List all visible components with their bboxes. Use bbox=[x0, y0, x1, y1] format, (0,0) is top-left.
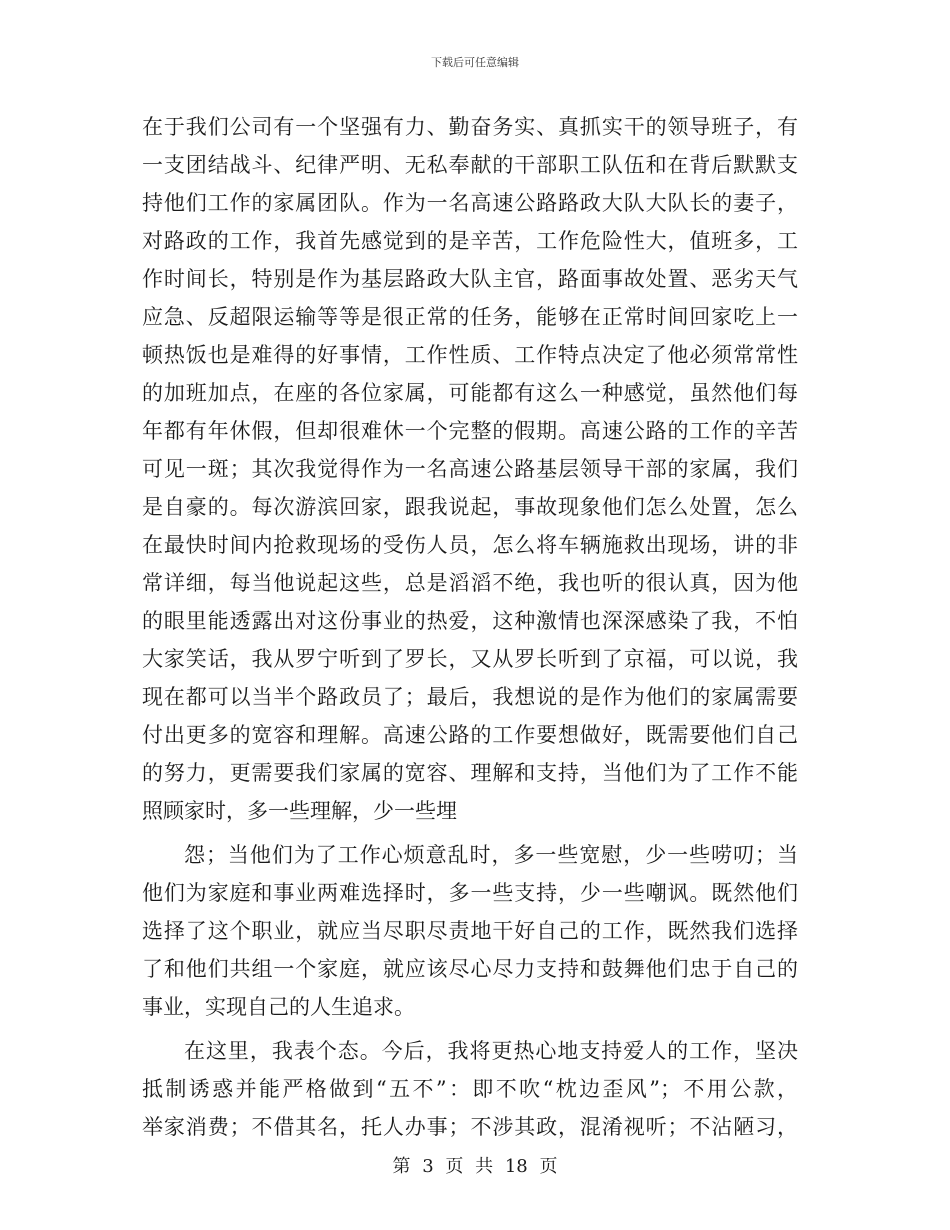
text-line: 选择了这个职业，就应当尽职尽责地干好自己的工作，既然我们选择 bbox=[142, 919, 798, 943]
text-line: 在这里，我表个态。今后，我将更热心地支持爱人的工作，坚决 bbox=[184, 1039, 798, 1063]
text-line: 作时间长，特别是作为基层路政大队主官，路面事故处置、恶劣天气 bbox=[142, 267, 798, 291]
text-line: 顿热饭也是难得的好事情，工作性质、工作特点决定了他必须常常性 bbox=[142, 343, 798, 367]
page-header: 下载后可任意编辑 bbox=[431, 56, 519, 69]
text-line: 照顾家时，多一些理解，少一些埋 bbox=[142, 799, 457, 823]
document-body bbox=[142, 108, 798, 1146]
text-line: 的加班加点，在座的各位家属，可能都有这么一种感觉，虽然他们每 bbox=[142, 381, 798, 405]
text-line: 常详细，每当他说起这些，总是滔滔不绝，我也听的很认真，因为他 bbox=[142, 571, 798, 595]
text-line: 在最快时间内抢救现场的受伤人员，怎么将车辆施救出现场，讲的非 bbox=[142, 533, 798, 557]
text-line: 怨；当他们为了工作心烦意乱时，多一些宽慰，少一些唠叨；当 bbox=[184, 843, 798, 867]
text-line: 抵制诱惑并能严格做到“五不”：即不吹“枕边歪风”；不用公款， bbox=[142, 1077, 798, 1101]
text-line: 年都有年休假，但却很难休一个完整的假期。高速公路的工作的辛苦 bbox=[142, 419, 798, 443]
text-line: 可见一斑；其次我觉得作为一名高速公路基层领导干部的家属，我们 bbox=[142, 457, 798, 481]
text-line: 举家消费；不借其名，托人办事；不涉其政，混淆视听；不沾陋习， bbox=[142, 1115, 798, 1139]
text-line: 是自豪的。每次游滨回家，跟我说起，事故现象他们怎么处置，怎么 bbox=[142, 495, 798, 519]
text-line: 的努力，更需要我们家属的宽容、理解和支持，当他们为了工作不能 bbox=[142, 761, 798, 785]
text-line: 大家笑话，我从罗宁听到了罗长，又从罗长听到了京福，可以说，我 bbox=[142, 647, 798, 671]
text-line: 对路政的工作，我首先感觉到的是辛苦，工作危险性大，值班多，工 bbox=[142, 229, 798, 253]
text-line: 在于我们公司有一个坚强有力、勤奋务实、真抓实干的领导班子，有 bbox=[142, 115, 798, 139]
text-line: 应急、反超限运输等等是很正常的任务，能够在正常时间回家吃上一 bbox=[142, 305, 798, 329]
text-line: 的眼里能透露出对这份事业的热爱，这种激情也深深感染了我，不怕 bbox=[142, 609, 798, 633]
text-line: 持他们工作的家属团队。作为一名高速公路路政大队大队长的妻子， bbox=[142, 191, 798, 215]
text-line: 一支团结战斗、纪律严明、无私奉献的干部职工队伍和在背后默默支 bbox=[142, 153, 798, 177]
text-line: 付出更多的宽容和理解。高速公路的工作要想做好，既需要他们自己 bbox=[142, 723, 798, 747]
text-line: 他们为家庭和事业两难选择时，多一些支持，少一些嘲讽。既然他们 bbox=[142, 881, 798, 905]
page-number-footer: 第 3 页 共 18 页 bbox=[392, 1156, 558, 1177]
text-line: 事业，实现自己的人生追求。 bbox=[142, 995, 415, 1019]
text-line: 了和他们共组一个家庭，就应该尽心尽力支持和鼓舞他们忠于自己的 bbox=[142, 957, 798, 981]
text-line: 现在都可以当半个路政员了；最后，我想说的是作为他们的家属需要 bbox=[142, 685, 798, 709]
